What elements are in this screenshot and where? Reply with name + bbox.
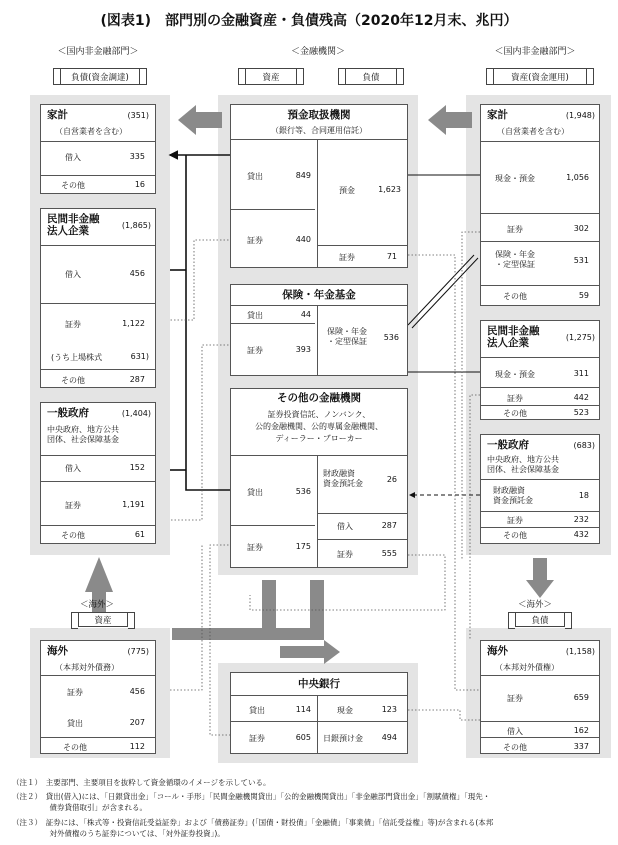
mid-deposit-asset-label: 証券 bbox=[247, 236, 263, 245]
right-gov-row-label: 証券 bbox=[507, 516, 523, 525]
overseas-left-total: (775) bbox=[127, 647, 149, 656]
right-gov-sub: 中央政府、地方公共 団体、社会保障基金 bbox=[487, 455, 559, 474]
mid-insurance-asset-label: 証券 bbox=[247, 346, 263, 355]
right-household-box bbox=[480, 104, 600, 306]
mid-central-asset-label: 証券 bbox=[249, 734, 265, 743]
right-corp-row-value: 523 bbox=[573, 408, 589, 417]
mid-deposit-asset-value: 440 bbox=[295, 235, 311, 244]
left-household-box bbox=[40, 104, 156, 194]
section-label-middle: ＜金融機関＞ bbox=[290, 47, 345, 57]
right-household-row-value: 59 bbox=[578, 291, 589, 300]
overseas-right-box bbox=[480, 640, 600, 754]
left-corp-name: 民間非金融 法人企業 bbox=[47, 213, 100, 237]
mid-other-liab-value: 555 bbox=[381, 549, 397, 558]
mid-insurance-name: 保険・年金基金 bbox=[282, 289, 356, 301]
left-corp-row-label: 借入 bbox=[65, 270, 81, 279]
left-gov-total: (1,404) bbox=[121, 409, 151, 418]
left-corp-row-label: その他 bbox=[61, 376, 85, 385]
overseas-left-box bbox=[40, 640, 156, 754]
overseas-right-row-label: 証券 bbox=[507, 694, 523, 703]
overseas-left-label: ＜海外＞ bbox=[80, 600, 115, 610]
section-label-left: ＜国内非金融部門＞ bbox=[57, 47, 139, 57]
overseas-right-row-value: 659 bbox=[573, 693, 589, 702]
left-gov-sub: 中央政府、地方公共 団体、社会保障基金 bbox=[47, 425, 119, 444]
mid-deposit-liab-value: 1,623 bbox=[378, 185, 401, 194]
right-household-row-value: 1,056 bbox=[566, 173, 589, 182]
overseas-left-sub: （本邦対外債務） bbox=[55, 663, 119, 672]
right-gov-total: (683) bbox=[573, 441, 595, 450]
right-gov-name: 一般政府 bbox=[487, 439, 529, 451]
left-household-name: 家計 bbox=[47, 109, 68, 121]
right-gov-row-value: 432 bbox=[573, 530, 589, 539]
left-household-row-label: 借入 bbox=[65, 153, 81, 162]
right-corp-name: 民間非金融 法人企業 bbox=[487, 325, 540, 349]
right-corp-row-value: 311 bbox=[573, 369, 589, 378]
mid-other-asset-value: 536 bbox=[295, 487, 311, 496]
right-gov-row-label: その他 bbox=[503, 531, 527, 540]
right-corp-row-value: 442 bbox=[573, 393, 589, 402]
mid-central-name: 中央銀行 bbox=[298, 678, 340, 690]
note-2-cont: 債券貸借取引」が含まれる。 bbox=[12, 803, 147, 812]
overseas-left-row-label: 貸出 bbox=[67, 719, 83, 728]
left-household-row-value: 16 bbox=[134, 180, 145, 189]
left-gov-box bbox=[40, 402, 156, 544]
right-household-name: 家計 bbox=[487, 109, 508, 121]
left-corp-row-value: 631) bbox=[130, 352, 149, 361]
overseas-left-name: 海外 bbox=[47, 645, 68, 657]
left-household-sub: （自営業者を含む） bbox=[55, 127, 127, 136]
mid-other-sub: 証券投資信託、ノンバンク、 公的金融機関、公的専属金融機関、 ディーラー・ブローカー bbox=[255, 410, 383, 443]
mid-deposit-asset-value: 849 bbox=[295, 171, 311, 180]
left-corp-row-label: 証券 bbox=[65, 320, 81, 329]
left-household-total: (351) bbox=[127, 111, 149, 120]
left-gov-row-label: その他 bbox=[61, 531, 85, 540]
ribbon-mid-assets: 資産 bbox=[245, 68, 297, 85]
mid-insurance-liab-label: 保険・年金 ・定型保証 bbox=[327, 327, 367, 346]
right-corp-total: (1,275) bbox=[565, 333, 595, 342]
overseas-right-row-value: 337 bbox=[573, 742, 589, 751]
mid-other-box bbox=[230, 388, 408, 568]
note-3-cont: 対外債権のうち証券については、「対外証券投資」)。 bbox=[12, 829, 225, 838]
mid-deposit-liab-label: 証券 bbox=[339, 253, 355, 262]
overseas-left-row-label: 証券 bbox=[67, 688, 83, 697]
ribbon-right-assets: 資産(資金運用) bbox=[493, 68, 587, 85]
overseas-right-row-label: その他 bbox=[503, 743, 527, 752]
right-corp-row-label: 証券 bbox=[507, 394, 523, 403]
left-corp-box bbox=[40, 208, 156, 388]
mid-deposit-asset-label: 貸出 bbox=[247, 172, 263, 181]
mid-central-asset-value: 605 bbox=[295, 733, 311, 742]
ribbon-mid-liabilities: 負債 bbox=[345, 68, 397, 85]
mid-deposit-sub: （銀行等、合同運用信託） bbox=[271, 126, 367, 135]
mid-insurance-asset-label: 貸出 bbox=[247, 311, 263, 320]
mid-other-name: その他の金融機関 bbox=[277, 392, 361, 404]
right-gov-row-value: 232 bbox=[573, 515, 589, 524]
note-2: （注２） 貸出(借入)には、「日銀貸出金」「コール・手形」「民間金融機関貸出」「公的金融機関貸出」「非金融部門貸出金」「割賦債権」「現先・ bbox=[12, 792, 491, 801]
right-corp-box bbox=[480, 320, 600, 420]
left-gov-row-value: 61 bbox=[134, 530, 145, 539]
mid-central-liab-value: 123 bbox=[381, 705, 397, 714]
left-corp-row-value: 1,122 bbox=[122, 319, 145, 328]
overseas-right-row-label: 借入 bbox=[507, 727, 523, 736]
right-household-row-value: 302 bbox=[573, 224, 589, 233]
mid-insurance-liab-value: 536 bbox=[383, 333, 399, 342]
right-corp-row-label: 現金・預金 bbox=[495, 370, 535, 379]
note-1: （注１） 主要部門、主要項目を抜粋して資金循環のイメージを示している。 bbox=[12, 778, 271, 787]
overseas-left-row-value: 207 bbox=[129, 718, 145, 727]
mid-central-liab-value: 494 bbox=[381, 733, 397, 742]
overseas-left-row-value: 112 bbox=[129, 742, 145, 751]
right-household-row-value: 531 bbox=[573, 256, 589, 265]
mid-central-liab-label: 日銀預け金 bbox=[323, 734, 363, 743]
mid-other-liab-label: 証券 bbox=[337, 550, 353, 559]
mid-other-liab-value: 287 bbox=[381, 521, 397, 530]
left-gov-name: 一般政府 bbox=[47, 407, 89, 419]
right-household-row-label: 証券 bbox=[507, 225, 523, 234]
left-household-row-label: その他 bbox=[61, 181, 85, 190]
mid-other-liab-label: 財政融資 資金預託金 bbox=[323, 469, 363, 488]
section-label-right: ＜国内非金融部門＞ bbox=[494, 47, 576, 57]
mid-other-asset-label: 貸出 bbox=[247, 488, 263, 497]
left-gov-row-label: 証券 bbox=[65, 501, 81, 510]
overseas-right-label: ＜海外＞ bbox=[518, 600, 553, 610]
right-gov-row-label: 財政融資 資金預託金 bbox=[493, 486, 533, 505]
mid-central-box bbox=[230, 672, 408, 754]
right-household-sub: （自営業者を含む） bbox=[497, 127, 569, 136]
left-gov-row-value: 1,191 bbox=[122, 500, 145, 509]
left-corp-total: (1,865) bbox=[121, 221, 151, 230]
overseas-right-sub: （本邦対外債権） bbox=[495, 663, 559, 672]
ribbon-left-liabilities: 負債(資金調達) bbox=[60, 68, 140, 85]
mid-other-liab-value: 26 bbox=[386, 475, 397, 484]
left-corp-row-value: 287 bbox=[129, 375, 145, 384]
right-household-total: (1,948) bbox=[565, 111, 595, 120]
mid-central-asset-value: 114 bbox=[295, 705, 311, 714]
right-household-row-label: その他 bbox=[503, 292, 527, 301]
right-household-row-label: 保険・年金 ・定型保証 bbox=[495, 250, 535, 269]
overseas-left-row-label: その他 bbox=[63, 743, 87, 752]
overseas-right-total: (1,158) bbox=[565, 647, 595, 656]
ribbon-overseas-liabilities: 負債 bbox=[515, 612, 565, 627]
left-corp-row-label: (うち上場株式 bbox=[51, 353, 103, 362]
note-3: （注３） 証券には、「株式等・投資信託受益証券」および「債務証券」(「国債・財投債」「金融債」「事業債」「信託受益権」等)が含まれる(本邦 bbox=[12, 818, 494, 827]
mid-deposit-box bbox=[230, 104, 408, 268]
left-gov-row-label: 借入 bbox=[65, 464, 81, 473]
right-gov-box bbox=[480, 434, 600, 544]
right-household-row-label: 現金・預金 bbox=[495, 174, 535, 183]
mid-insurance-asset-value: 44 bbox=[300, 310, 311, 319]
mid-other-asset-label: 証券 bbox=[247, 543, 263, 552]
mid-other-liab-label: 借入 bbox=[337, 522, 353, 531]
overseas-left-row-value: 456 bbox=[129, 687, 145, 696]
right-gov-row-value: 18 bbox=[578, 491, 589, 500]
overseas-right-row-value: 162 bbox=[573, 726, 589, 735]
mid-central-asset-label: 貸出 bbox=[249, 706, 265, 715]
mid-deposit-liab-value: 71 bbox=[386, 252, 397, 261]
mid-insurance-asset-value: 393 bbox=[295, 345, 311, 354]
left-household-row-value: 335 bbox=[129, 152, 145, 161]
left-gov-row-value: 152 bbox=[129, 463, 145, 472]
right-corp-row-label: その他 bbox=[503, 409, 527, 418]
left-corp-row-value: 456 bbox=[129, 269, 145, 278]
overseas-right-name: 海外 bbox=[487, 645, 508, 657]
mid-other-asset-value: 175 bbox=[295, 542, 311, 551]
mid-central-liab-label: 現金 bbox=[337, 706, 353, 715]
ribbon-overseas-assets: 資産 bbox=[78, 612, 128, 627]
mid-insurance-box bbox=[230, 284, 408, 376]
mid-deposit-name: 預金取扱機関 bbox=[287, 109, 351, 121]
page-title: (図表1) 部門別の金融資産・負債残高（2020年12月末、兆円） bbox=[100, 13, 518, 29]
mid-deposit-liab-label: 預金 bbox=[339, 186, 355, 195]
